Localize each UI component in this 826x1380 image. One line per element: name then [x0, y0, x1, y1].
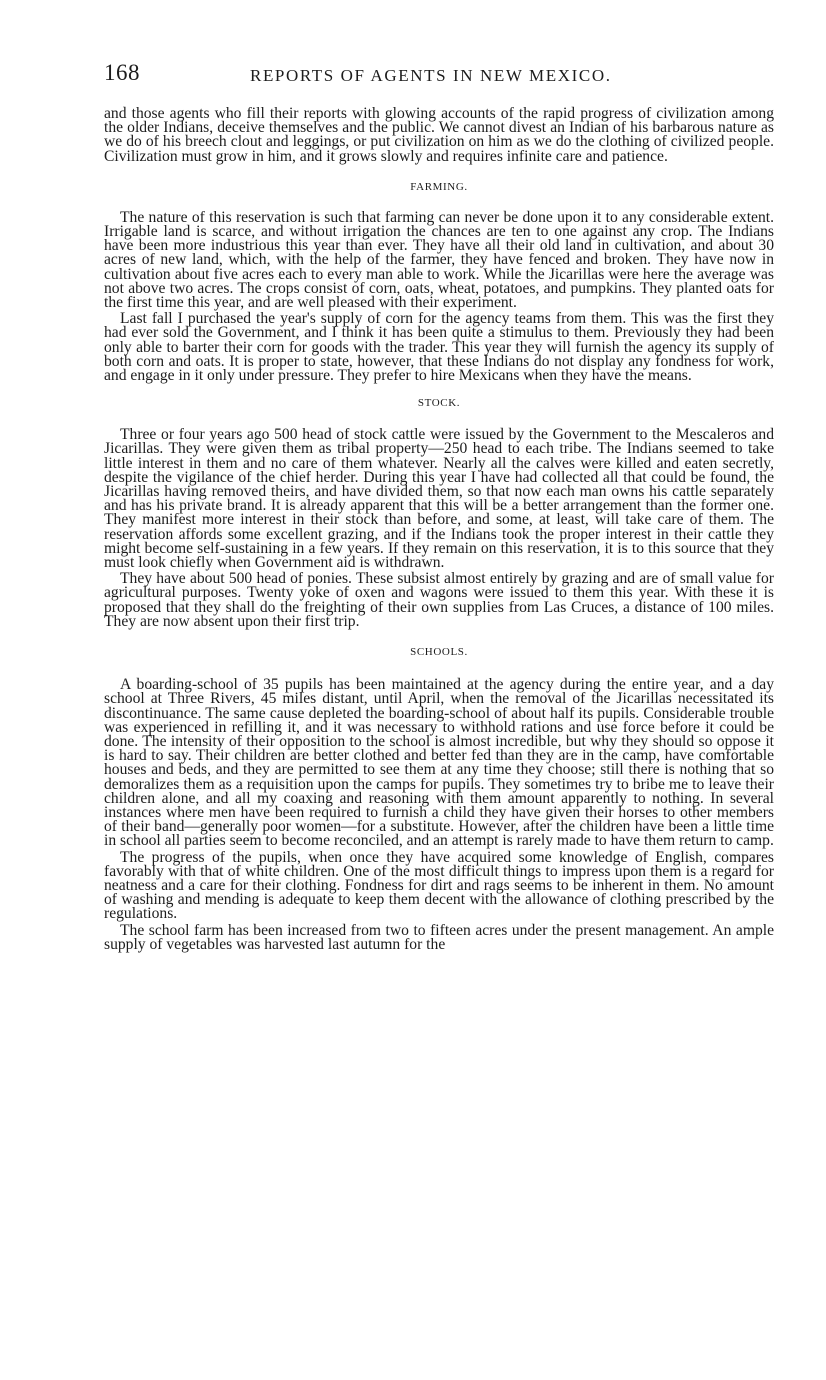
schools-paragraph: The progress of the pupils, when once they have acquired some knowledge of English, compares favorably with that of white children. One of the most difficult things to impress upon them is a regard for neatness and a care for their clothing. Fondness for dirt and rags seems to be inherent in them. No amount of washing and mending is adequate to keep them decent with the allowance of clothing prescribed by the regulations.: [104, 848, 774, 923]
farming-paragraph: The nature of this reservation is such that farming can never be done upon it to any considerable extent. Irrigable land is scarce, and without irrigation the chances are ten to one against any crop. The Indians have been more industrious this year than ever. They have all their old land in cultivation, and about 30 acres of new land, which, with the help of the farmer, they have fenced and broken. They have now in cultivation about five acres each to every man able to work. While the Jicarillas were here the average was not above two acres. The crops consist of corn, oats, wheat, potatoes, and pumpkins. They planted oats for the first time this year, and are well pleased with their experiment.: [104, 208, 774, 312]
section-heading-stock: STOCK.: [417, 397, 461, 410]
running-head: [104, 60, 780, 90]
body-text: [104, 107, 774, 952]
running-title: REPORTS OF AGENTS IN NEW MEXICO.: [250, 66, 612, 85]
section-heading-farming: FARMING.: [410, 180, 468, 193]
opening-paragraph: and those agents who fill their reports with glowing accounts of the rapid progress of civilization among the older Indians, deceive themselves and the public. We cannot divest an Indian of his barbarous nature as we do of his breech clout and leggings, or put civilization on him as we do the clothing of civilized people. Civilization must grow in him, and it grows slowly and requires infinite care and patience.: [104, 105, 774, 165]
schools-paragraph: A boarding-school of 35 pupils has been maintained at the agency during the entire year, and a day school at Three Rivers, 45 miles distant, until April, when the removal of the Jicarillas necessitated its discontinuance. The same cause depleted the boarding-school of about half its pupils. Considerable trouble was experienced in refilling it, and it was necessary to withhold rations and use force before it could be done. The intensity of their opposition to the school is almost incredible, but why they should so oppose it is hard to say. Their children are better clothed and better fed than they are in the camp, have comfortable houses and beds, and they are permitted to see them at any time they choose; still there is nothing that so demoralizes them as a requisition upon the camps for pupils. They sometimes try to bribe me to leave their children alone, and all my coaxing and reasoning with them amount apparently to nothing. In several instances where men have been required to furnish a child they have given their horses to other members of their band—generally poor women—for a substitute. However, after the children have been a little time in school all parties seem to become reconciled, and an attempt is rarely made to have them return to camp.: [104, 676, 774, 850]
page-number: 168: [104, 60, 140, 85]
stock-paragraph: Three or four years ago 500 head of stock cattle were issued by the Government to the Mescaleros and Jicarillas. They were given them as tribal property—250 head to each tribe. The Indians seemed to take little interest in them and no care of them whatever. Nearly all the calves were killed and eaten secretly, despite the vigilance of the chief herder. During this year I have had collected all that could be found, the Jicarillas having removed theirs, and have divided them, so that now each man owns his cattle separately and has his private brand. It is already apparent that this will be a better arrangement than the former one. They manifest more interest in their stock than before, and some, at least, will take care of them. The reservation affords some excellent grazing, and if the Indians took the proper interest in their cattle they might become self-sustaining in a few years. If they remain on this reservation, it is to this source that they must look chiefly when Government aid is withdrawn.: [104, 426, 774, 572]
farming-paragraph: Last fall I purchased the year's supply of corn for the agency teams from them. This was the first they had ever sold the Government, and I think it has been quite a stimulus to them. Previously they had been only able to barter their corn for goods with the trader. This year they will furnish the agency its supply of both corn and oats. It is proper to state, however, that these Indians do not display any fondness for work, and engage in it only under pressure. They prefer to hire Mexicans when they have the means.: [104, 310, 774, 385]
stock-paragraph: They have about 500 head of ponies. These subsist almost entirely by grazing and are of small value for agricultural purposes. Twenty yoke of oxen and wagons were issued to them this year. With these it is proposed that they shall do the freighting of their own supplies from Las Cruces, a distance of 100 miles. They are now absent upon their first trip.: [104, 570, 774, 630]
schools-paragraph: The school farm has been increased from two to fifteen acres under the present management. An ample supply of vegetables was harvested last autumn for the: [104, 921, 774, 953]
section-heading-schools: SCHOOLS.: [410, 646, 468, 659]
